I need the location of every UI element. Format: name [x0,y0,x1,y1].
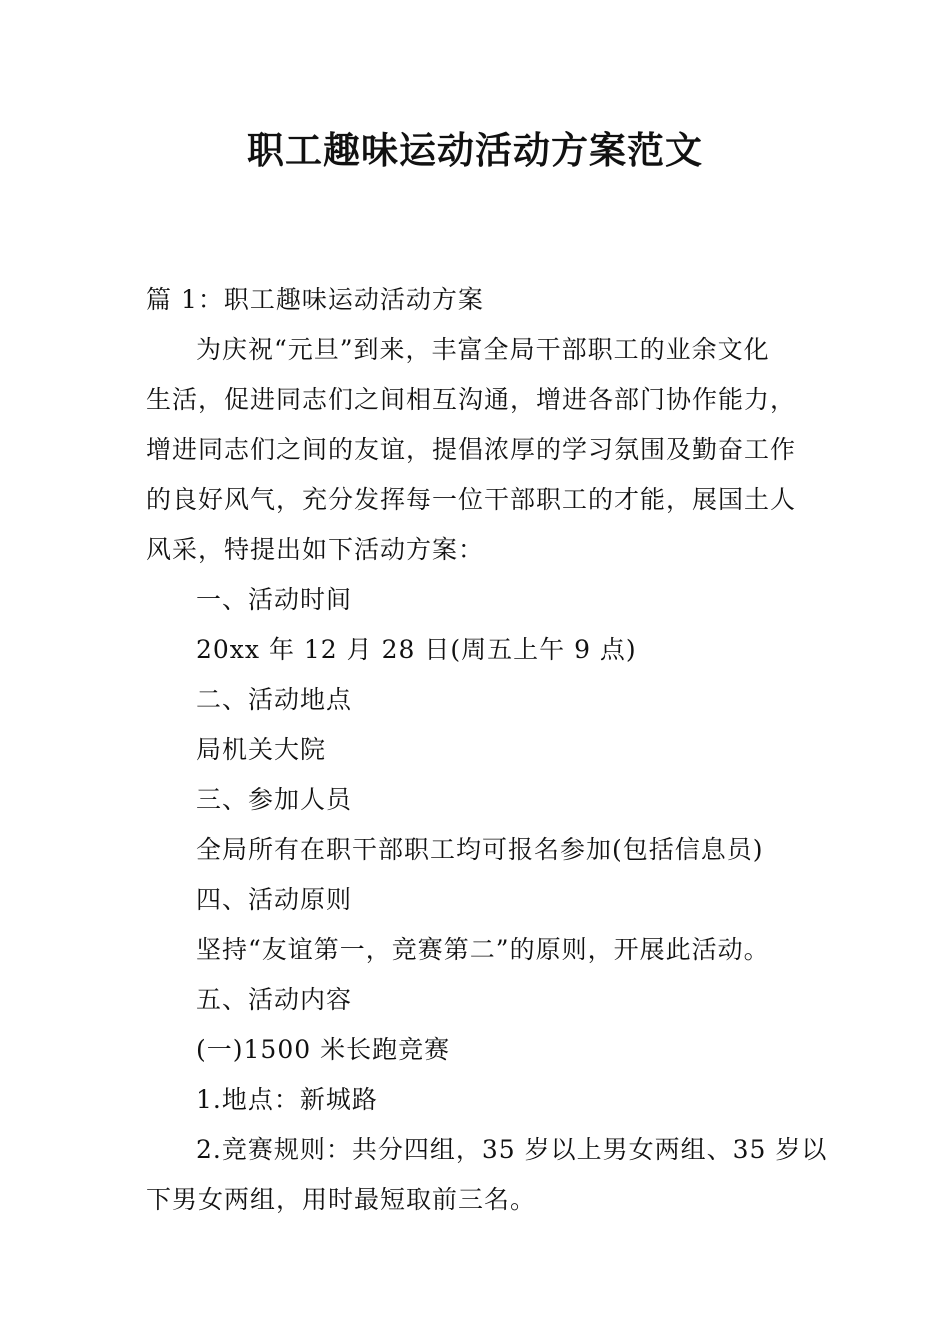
text-line: 篇 1：职工趣味运动活动方案 [146,285,484,314]
text-line: 的良好风气，充分发挥每一位干部职工的才能，展国土人 [146,485,797,514]
section-heading-time: 一、活动时间 [196,585,353,614]
event-participants: 全局所有在职干部职工均可报名参加(包括信息员) [196,835,764,864]
event-time: 20xx 年 12 月 28 日(周五上午 9 点) [196,635,637,664]
subsection-heading-run: (一)1500 米长跑竞赛 [196,1035,451,1064]
text-line: 风采，特提出如下活动方案： [146,535,485,564]
section-heading-location: 二、活动地点 [196,685,353,714]
document-title: 职工趣味运动活动方案范文 [247,129,703,172]
section-heading-content: 五、活动内容 [196,985,353,1014]
run-rules-paragraph [146,1125,828,1225]
document-body [146,275,828,1225]
run-location: 1.地点：新城路 [196,1085,378,1114]
text-line: 增进同志们之间的友谊，提倡浓厚的学习氛围及勤奋工作 [146,435,797,464]
event-principle: 坚持“友谊第一，竞赛第二”的原则，开展此活动。 [196,935,770,964]
section-heading-participants: 三、参加人员 [196,785,353,814]
section-heading [146,275,810,325]
intro-paragraph [146,325,810,575]
text-line: 2.竞赛规则：共分四组，35 岁以上男女两组、35 岁以 [196,1135,828,1164]
event-location: 局机关大院 [196,735,327,764]
text-line: 下男女两组，用时最短取前三名。 [146,1185,537,1214]
text-line: 生活，促进同志们之间相互沟通，增进各部门协作能力， [146,385,797,414]
text-line: 为庆祝“元旦”到来，丰富全局干部职工的业余文化 [196,335,770,364]
section-heading-principle: 四、活动原则 [196,885,353,914]
